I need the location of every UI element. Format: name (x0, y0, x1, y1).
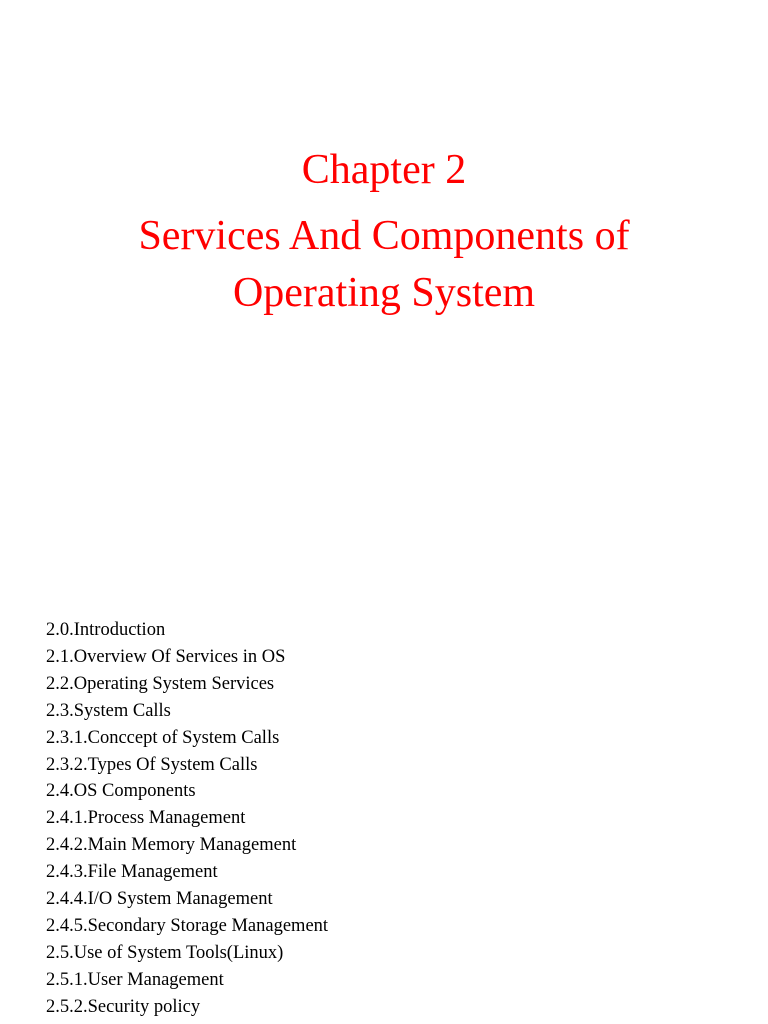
toc-item: 2.4.4.I/O System Management (46, 889, 273, 910)
toc-item: 2.5.2.Security policy (46, 996, 201, 1017)
toc-item: 2.3.2.Types Of System Calls (46, 754, 258, 775)
toc-item: 2.5.1.User Management (46, 969, 224, 990)
toc-item: 2.4.OS Components (46, 781, 196, 802)
chapter-number: Chapter 2 (301, 147, 467, 193)
toc-item: 2.4.2.Main Memory Management (46, 835, 297, 856)
toc-item: 2.4.5.Secondary Storage Management (46, 915, 329, 936)
toc-item: 2.4.1.Process Management (46, 808, 246, 829)
toc-item: 2.3.System Calls (46, 700, 171, 721)
table-of-contents (46, 617, 328, 1021)
toc-item: 2.5.Use of System Tools(Linux) (46, 942, 284, 963)
toc-item: 2.1.Overview Of Services in OS (46, 646, 286, 667)
toc-item: 2.0.Introduction (46, 620, 166, 640)
chapter-title: Services And Components of Operating System (138, 213, 630, 316)
toc-item: 2.4.3.File Management (46, 862, 218, 883)
toc-item: 2.3.1.Conccept of System Calls (46, 727, 280, 748)
toc-item: 2.2.Operating System Services (46, 673, 275, 694)
